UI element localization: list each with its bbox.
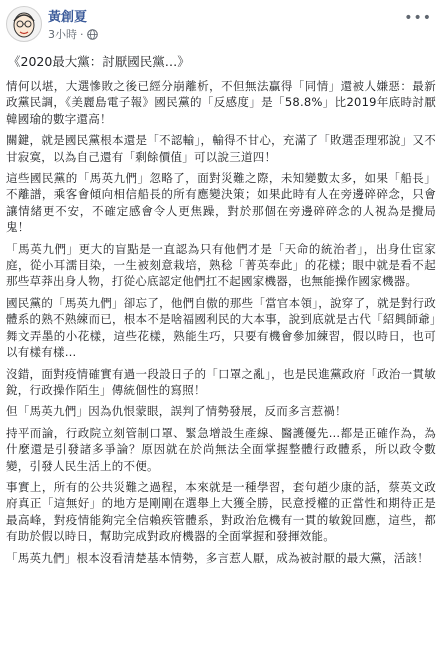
post-title: 《2020最大黨：討厭國民黨…》 [8,54,190,69]
post-body [6,78,436,571]
post-paragraph: 但「馬英九們」因為仇恨蒙眼，誤判了情勢發展，反而多言惹禍！ [6,404,347,419]
post-paragraph: 這些國民黨的「馬英九們」忽略了，面對災難之際，未知變數太多，如果「船長」不離譜，乘客會傾向相信船長的所有應變決策；如果此時有人在旁邊碎碎念，只會讓情緒更不安，不確定感會令人更焦躁，對於那個在旁邊碎碎念的人視為是攪局鬼！ [6,171,436,235]
globe-icon [87,29,98,40]
author-name[interactable]: 黃創夏 [48,10,88,25]
post-paragraph: 情何以堪，大選慘敗之後已經分崩離析，不但無法贏得「同情」還被人嫌惡：最新政黨民調，《美麗島電子報》國民黨的「反感度」是「58.8%」比2019年底時討厭韓國瑜的數字還高！ [6,79,436,126]
post-paragraph: 「馬英九們」根本沒看清楚基本情勢，多言惹人厭，成為被討厭的最大黨，活該！ [6,550,429,565]
post-time[interactable]: 3小時 [48,28,77,41]
post-paragraph: 「馬英九們」更大的盲點是一直認為只有他們才是「天命的統治者」，出身仕宦家庭，從小耳濡目染，一生被刻意栽培，熟稔「菁英奉此」的花樣；眼中就是看不起那些草莽出身人物，打從心底認定他們扛不起國家機器，也無能操作國家機器。 [6,241,436,289]
post-paragraph: 關鍵，就是國民黨根本還是「不認輸」，輸得不甘心，充滿了「敗選歪理邪說」又不甘寂寞，以為自己還有「剩餘價值」可以說三道四！ [6,133,436,164]
post-header [0,0,442,50]
post-meta [48,26,98,42]
post-paragraph: 事實上，所有的公共災難之過程，本來就是一種學習，套句趙少康的話，蔡英文政府真正「這無好」的地方是剛剛在選舉上大獲全勝，民意授權的正當性和期待正是最高峰，對疫情能夠完全信賴疾管體系，對政治危機有一貫的敏銳回應，這些，都有助於假以時日，幫助完成對政府機器的全面掌握和發揮效能。 [6,479,436,544]
meta-separator: · [80,27,84,41]
post-paragraph: 持平而論，行政院立刻管制口罩、緊急增設生產線、醫護優先…都是正確作為，為什麼還是引發諸多爭論？原因就在於尚無法全面掌握整體行政體系，所以政令數變，引發人民生活上的不便。 [6,425,436,473]
more-options-icon[interactable]: ••• [404,10,432,26]
post-paragraph: 沒錯，面對疫情確實有過一段設日子的「口罩之亂」，也是民進黨政府「政治一貫敏銳，行政操作陌生」傳統個性的寫照！ [6,366,436,397]
caricature-portrait [7,7,41,41]
post-paragraph: 國民黨的「馬英九們」卻忘了，他們自傲的那些「當官本領」，說穿了，就是對行政體系的熟不熟練而已，根本不是啥福國利民的大本事，說到底就是古代「紹興師爺」舞文弄墨的小花樣，這些花樣，熟能生巧，只要有機會參加練習，假以時日，也可以有樣有樣… [6,295,436,360]
avatar[interactable] [6,6,42,42]
